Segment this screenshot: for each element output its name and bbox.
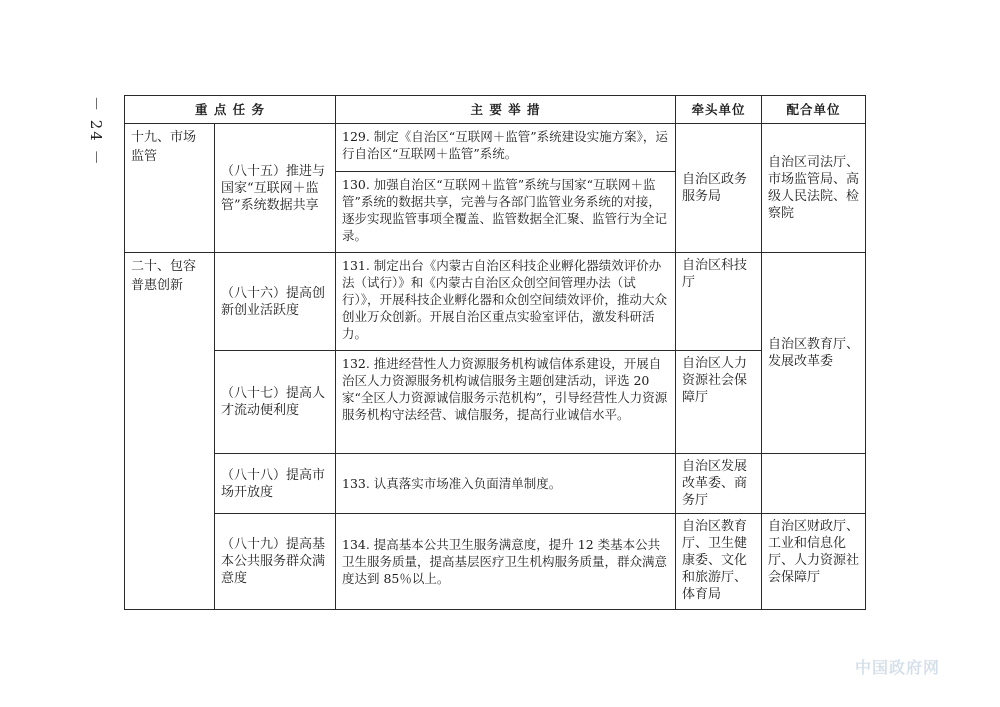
support-unit-cell [762,454,866,514]
measure-cell: 133. 认真落实市场准入负面清单制度。 [336,454,676,514]
header-key-task: 重 点 任 务 [125,96,336,124]
header-lead-unit: 牵头单位 [676,96,762,124]
task-cell: （八十八）提高市场开放度 [215,454,336,514]
header-main-measures: 主 要 举 措 [336,96,676,124]
task-cell: （八十七）提高人才流动便利度 [215,351,336,454]
category-cell: 二十、包容普惠创新 [125,253,215,610]
task-cell: （八十五）推进与国家“互联网＋监管”系统数据共享 [215,124,336,253]
lead-unit-cell: 自治区教育厅、卫生健康委、文化和旅游厅、体育局 [676,514,762,610]
measure-cell: 132. 推进经营性人力资源服务机构诚信体系建设，开展自治区人力资源服务机构诚信服务主题创建活动，评选 20 家“全区人力资源诚信服务示范机构”，引导经营性人力资源服务机构守法经营、诚信服务，提高行业诚信水平。 [336,351,676,454]
table-row [125,124,866,172]
support-unit-cell: 自治区财政厅、工业和信息化厅、人力资源社会保障厅 [762,514,866,610]
measure-cell: 130. 加强自治区“互联网＋监管”系统与国家“互联网＋监管”系统的数据共享，完善与各部门监管业务系统的对接，逐步实现监管事项全覆盖、监管数据全汇聚、监管行为全记录。 [336,172,676,253]
lead-unit-cell: 自治区政务服务局 [676,124,762,253]
measure-cell: 129. 制定《自治区“互联网＋监管”系统建设实施方案》，运行自治区“互联网＋监管”系统。 [336,124,676,172]
support-unit-cell: 自治区教育厅、发展改革委 [762,253,866,454]
category-cell: 十九、市场监管 [125,124,215,253]
table-row [125,454,866,514]
table-header-row [125,96,866,124]
lead-unit-cell: 自治区人力资源社会保障厅 [676,351,762,454]
table-row [125,514,866,610]
task-cell: （八十九）提高基本公共服务群众满意度 [215,514,336,610]
table-row [125,351,866,454]
support-unit-cell: 自治区司法厅、市场监管局、高级人民法院、检察院 [762,124,866,253]
measure-cell: 134. 提高基本公共卫生服务满意度，提升 12 类基本公共卫生服务质量，提高基层医疗卫生机构服务质量，群众满意度达到 85％以上。 [336,514,676,610]
task-cell: （八十六）提高创新创业活跃度 [215,253,336,351]
header-support-unit: 配合单位 [762,96,866,124]
measures-table [124,95,866,610]
lead-unit-cell: 自治区发展改革委、商务厅 [676,454,762,514]
site-watermark: 中国政府网 [854,658,940,677]
lead-unit-cell: 自治区科技厅 [676,253,762,351]
page-number: － 24 － [87,96,105,167]
measure-cell: 131. 制定出台《内蒙古自治区科技企业孵化器绩效评价办法（试行）》和《内蒙古自治区众创空间管理办法（试行）》，开展科技企业孵化器和众创空间绩效评价，推动大众创业万众创新。开展自治区重点实验室评估，激发科研活力。 [336,253,676,351]
table-row [125,253,866,351]
